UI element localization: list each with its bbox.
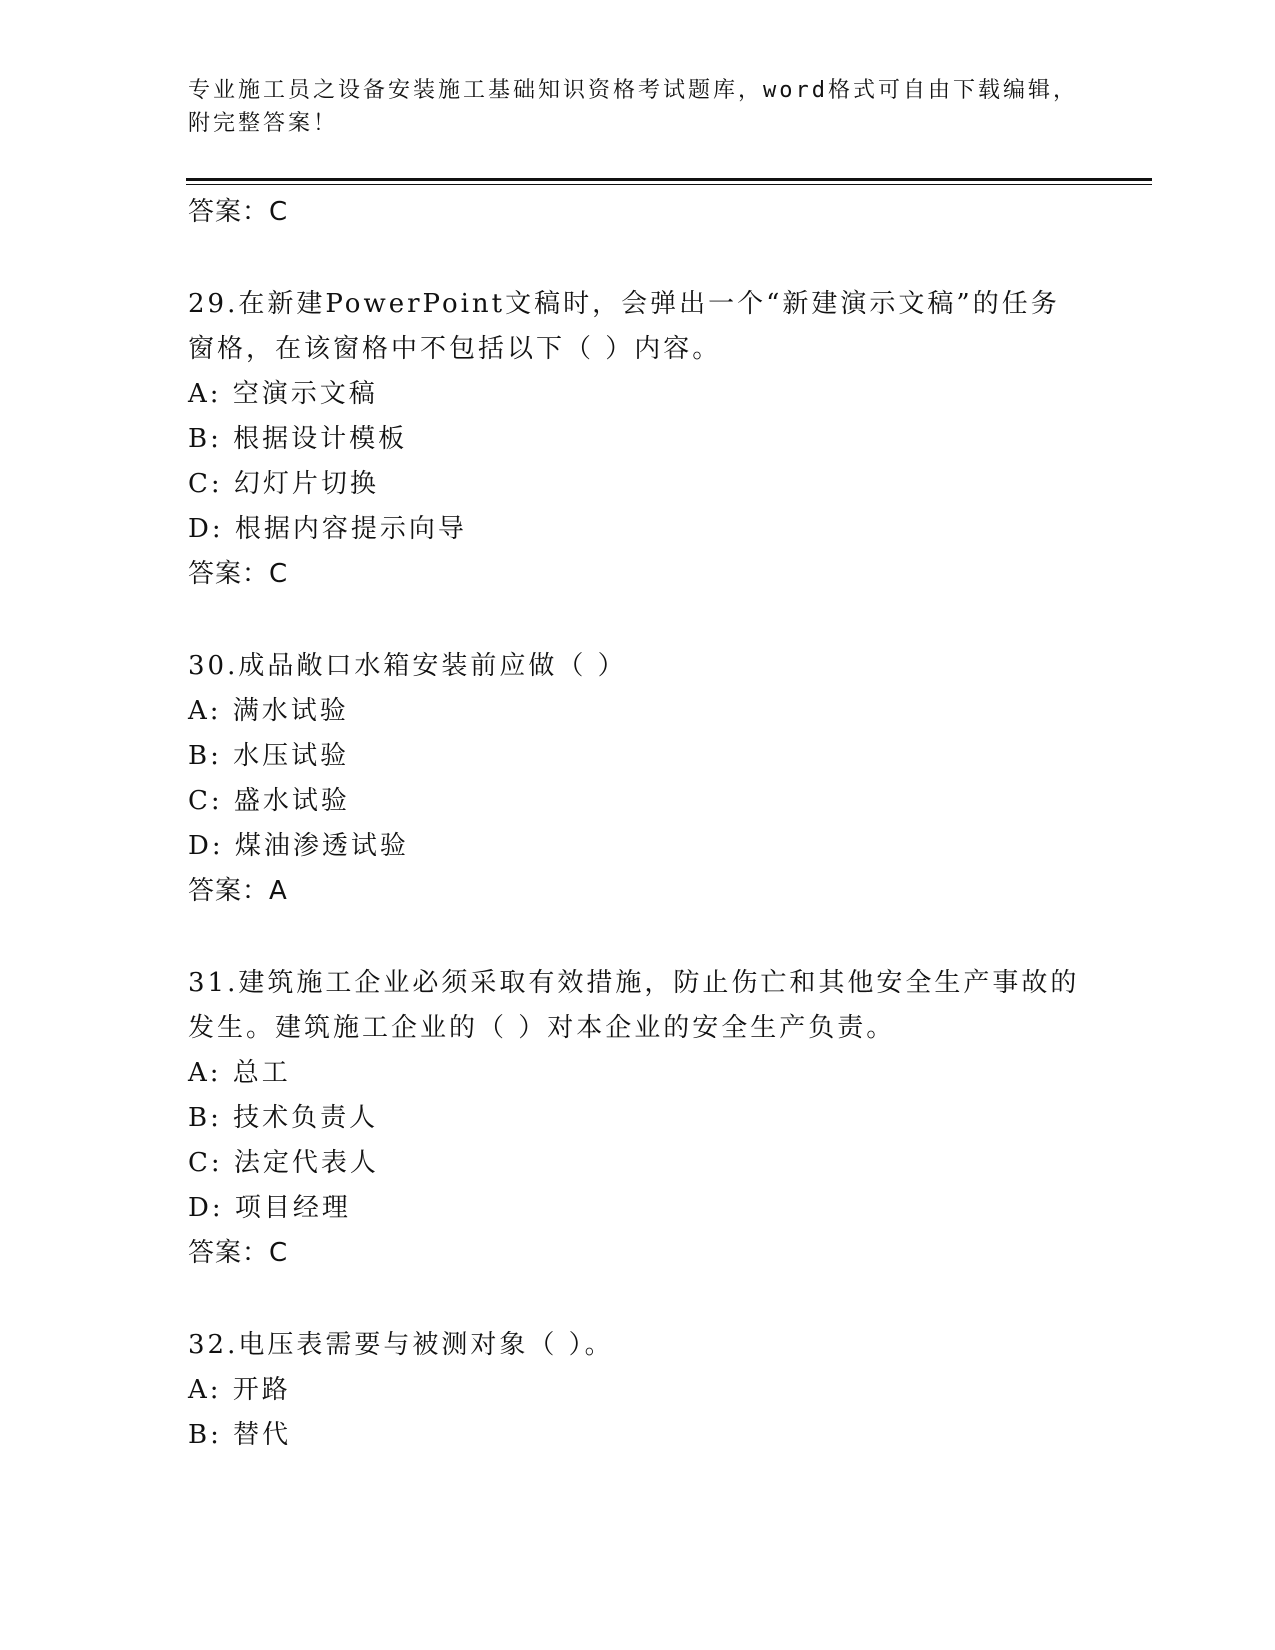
question-30: [188, 644, 1088, 914]
header-divider-thin: [186, 184, 1152, 185]
option-b: B: 技术负责人: [188, 1103, 379, 1133]
option-d: D: 项目经理: [188, 1193, 351, 1223]
header-divider-thick: [186, 178, 1152, 181]
answer-line: 答案：C: [188, 197, 289, 227]
option-c: C: 幻灯片切换: [188, 469, 379, 499]
option-b: B: 替代: [188, 1420, 292, 1450]
option-c: C: 法定代表人: [188, 1148, 379, 1178]
header-line-2: 附完整答案！: [188, 111, 339, 136]
option-d: D: 根据内容提示向导: [188, 514, 467, 544]
question-32: [188, 1323, 1088, 1458]
question-stem: 32.电压表需要与被测对象（ ）。: [188, 1330, 614, 1360]
option-a: A: 空演示文稿: [188, 379, 378, 409]
question-stem: 29.在新建PowerPoint文稿时，会弹出一个“新建演示文稿”的任务: [188, 289, 1060, 319]
answer-line: 答案：A: [188, 876, 288, 906]
option-c: C: 盛水试验: [188, 786, 350, 816]
option-a: A: 满水试验: [188, 696, 349, 726]
document-header: [188, 74, 1088, 140]
question-list: [188, 190, 1088, 1458]
option-d: D: 煤油渗透试验: [188, 831, 409, 861]
answer-line: 答案：C: [188, 559, 289, 589]
option-b: B: 根据设计模板: [188, 424, 408, 454]
question-stem: 31.建筑施工企业必须采取有效措施，防止伤亡和其他安全生产事故的: [188, 968, 1080, 998]
question-stem: 发生。建筑施工企业的（ ）对本企业的安全生产负责。: [188, 1013, 896, 1043]
question-stem: 窗格，在该窗格中不包括以下（ ）内容。: [188, 334, 722, 364]
option-b: B: 水压试验: [188, 741, 350, 771]
header-line-1: 专业施工员之设备安装施工基础知识资格考试题库，word格式可自由下载编辑，: [188, 78, 1078, 103]
option-a: A: 总工: [188, 1058, 291, 1088]
question-stem: 30.成品敞口水箱安装前应做（ ）: [188, 651, 627, 681]
option-a: A: 开路: [188, 1375, 291, 1405]
question-29: [188, 282, 1088, 597]
question-31: [188, 961, 1088, 1276]
answer-line: 答案：C: [188, 1238, 289, 1268]
